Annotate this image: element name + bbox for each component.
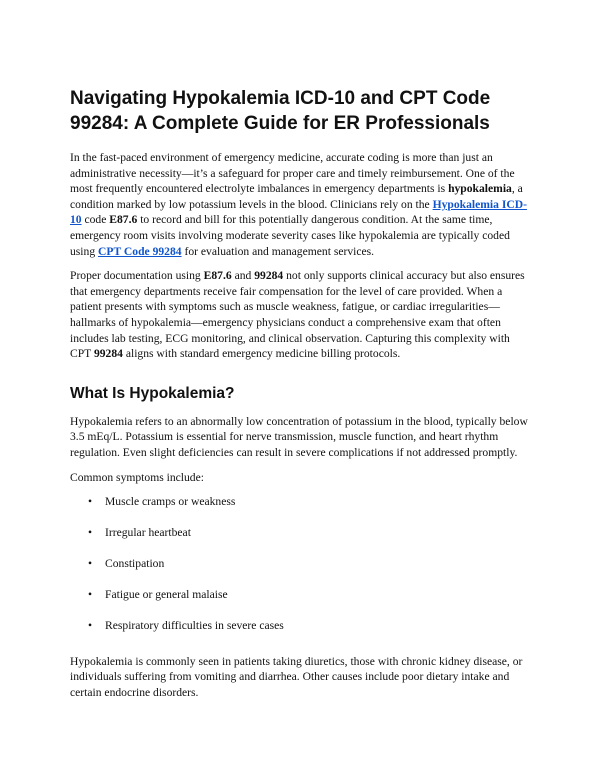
page-title: Navigating Hypokalemia ICD-10 and CPT Code 99284: A Complete Guide for ER Professionals (70, 88, 491, 134)
intro-text-5: for evaluation and management services. (181, 244, 375, 258)
list-item: • Constipation (70, 556, 530, 572)
cpt-code-99284-link[interactable]: CPT Code 99284 (98, 244, 182, 258)
intro-text-3: code (81, 213, 110, 227)
intro-bold-e876: E87.6 (109, 213, 138, 227)
symptom-list (70, 494, 530, 634)
intro-paragraph (70, 150, 530, 259)
list-item: • Respiratory difficulties in severe cases (70, 618, 530, 634)
list-item: • Irregular heartbeat (70, 525, 530, 541)
definition-paragraph: Hypokalemia refers to an abnormally low concentration of potassium in the blood, typically below 3.5 mEq/L. Potassium is essential for nerve transmission, muscle function, and heart rhythm regulation. Even slight deficiencies can result in severe complications if not addressed promptly. (70, 414, 528, 459)
doc-text-4: aligns with standard emergency medicine billing protocols. (122, 347, 401, 361)
intro-text-2: , a condition marked by low potassium levels in the blood. Clinicians rely on the (70, 182, 523, 211)
doc-bold-e876: E87.6 (203, 269, 232, 283)
doc-bold-99284-2: 99284 (93, 347, 123, 361)
doc-bold-99284: 99284 (254, 269, 284, 283)
doc-text-1: Proper documentation using (70, 269, 204, 283)
section-heading: What Is Hypokalemia? (70, 384, 235, 402)
intro-text-4: to record and bill for this potentially dangerous condition. At the same time, emergency room visits involving moderate severity cases like hypokalemia are typically coded using (70, 213, 510, 258)
intro-bold-hypokalemia: hypokalemia (448, 182, 512, 196)
intro-text-1: In the fast-paced environment of emergency medicine, accurate coding is more than just an administrative necessity—it’s a safeguard for proper care and timely reimbursement. One of the most frequently encountered electrolyte imbalances in emergency departments is (70, 151, 515, 196)
documentation-paragraph (70, 268, 530, 362)
hypokalemia-icd10-link[interactable]: Hypokalemia ICD-10 (70, 197, 527, 227)
doc-text-3: not only supports clinical accuracy but also ensures that emergency departments receive fair compensation for the level of care provided. When a patient presents with symptoms such as muscle weakness, fatigue, or cardiac irregularities—hallmarks of hypokalemia—emergency physicians conduct a comprehensive exam that often includes lab testing, ECG monitoring, and clinical observation. Capturing this complexity with CPT (70, 269, 525, 361)
causes-paragraph: Hypokalemia is commonly seen in patients taking diuretics, those with chronic kidney disease, or individuals suffering from vomiting and diarrhea. Other causes include poor dietary intake and certain endocrine disorders. (70, 654, 523, 699)
doc-text-2: and (231, 269, 255, 283)
list-item: • Muscle cramps or weakness (70, 494, 530, 510)
symptoms-intro: Common symptoms include: (70, 470, 204, 484)
list-item: • Fatigue or general malaise (70, 587, 530, 603)
